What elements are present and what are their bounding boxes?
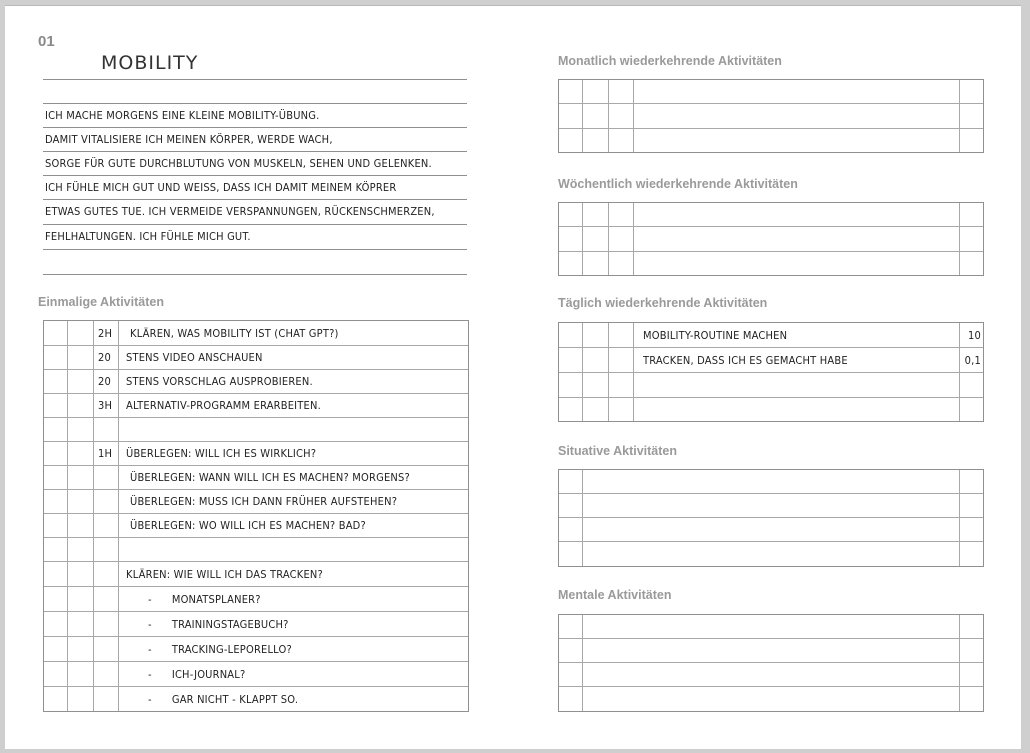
table-row [559,542,983,566]
table-row: KLÄREN: WIE WILL ICH DAS TRACKEN? [44,562,468,587]
ruled-line [43,79,467,80]
table-row: 3H ALTERNATIV-PROGRAMM ERARBEITEN. [44,394,468,418]
page-number: 01 [38,33,55,50]
table-row: ÜBERLEGEN: WO WILL ICH ES MACHEN? BAD? [44,514,468,538]
table-row [44,418,468,442]
section-heading-taeglich: Täglich wiederkehrende Aktivitäten [558,296,768,310]
mental-table [558,614,984,712]
table-row: TRACKEN, DASS ICH ES GEMACHT HABE 0,1 [559,348,983,373]
table-row [559,615,983,639]
table-row [559,494,983,518]
table-row [559,639,983,663]
table-row [559,252,983,275]
ruled-line [43,224,467,225]
notebook-page [5,5,1021,749]
section-heading-monatlich: Monatlich wiederkehrende Aktivitäten [558,54,782,68]
page-title: MOBILITY [101,52,199,74]
table-row: - TRAININGSTAGEBUCH? [44,612,468,637]
einmalige-table [43,320,469,712]
intro-line: ETWAS GUTES TUE. ICH VERMEIDE VERSPANNUNGEN, RÜCKENSCHMERZEN, [45,205,435,218]
table-row: 20 STENS VORSCHLAG AUSPROBIEREN. [44,370,468,394]
table-row: - TRACKING-LEPORELLO? [44,637,468,662]
woechentlich-table [558,202,984,276]
section-heading-situativ: Situative Aktivitäten [558,444,678,458]
table-row [559,518,983,542]
ruled-line [43,127,467,128]
table-row [559,80,983,104]
section-heading-einmalige: Einmalige Aktivitäten [38,295,164,309]
table-row [559,470,983,494]
section-heading-mental: Mentale Aktivitäten [558,588,672,602]
table-row [559,203,983,227]
table-row [559,129,983,152]
ruled-line [43,103,467,104]
table-row [559,373,983,398]
table-row [559,398,983,421]
table-row [559,663,983,687]
table-row: 2H KLÄREN, WAS MOBILITY IST (CHAT GPT?) [44,321,468,346]
intro-line: FEHLHALTUNGEN. ICH FÜHLE MICH GUT. [45,230,251,243]
ruled-line [43,199,467,200]
table-row: - MONATSPLANER? [44,587,468,612]
ruled-line [43,151,467,152]
section-heading-woechentlich: Wöchentlich wiederkehrende Aktivitäten [558,177,798,191]
situativ-table [558,469,984,567]
ruled-line [43,175,467,176]
table-row [559,687,983,711]
table-row [44,538,468,562]
intro-line: SORGE FÜR GUTE DURCHBLUTUNG VON MUSKELN, SEHEN UND GELENKEN. [45,157,432,170]
table-row: - ICH-JOURNAL? [44,662,468,687]
table-row [559,104,983,129]
intro-line: DAMIT VITALISIERE ICH MEINEN KÖRPER, WERDE WACH, [45,133,333,146]
table-row: - GAR NICHT - KLAPPT SO. [148,692,299,706]
table-row: ÜBERLEGEN: MUSS ICH DANN FRÜHER AUFSTEHEN? [44,490,468,514]
table-row: 20 STENS VIDEO ANSCHAUEN [44,346,468,370]
intro-line: ICH FÜHLE MICH GUT UND WEISS, DASS ICH DAMIT MEINEM KÖPRER [45,181,397,194]
ruled-line [43,274,467,275]
intro-line: ICH MACHE MORGENS EINE KLEINE MOBILITY-ÜBUNG. [45,109,320,122]
ruled-line [43,249,467,250]
taeglich-table [558,322,984,422]
table-row: ÜBERLEGEN: WANN WILL ICH ES MACHEN? MORGENS? [44,466,468,490]
table-row [559,227,983,252]
table-row: MOBILITY-ROUTINE MACHEN 10 [559,323,983,348]
table-row: 1H ÜBERLEGEN: WILL ICH ES WIRKLICH? [44,442,468,466]
monatlich-table [558,79,984,153]
